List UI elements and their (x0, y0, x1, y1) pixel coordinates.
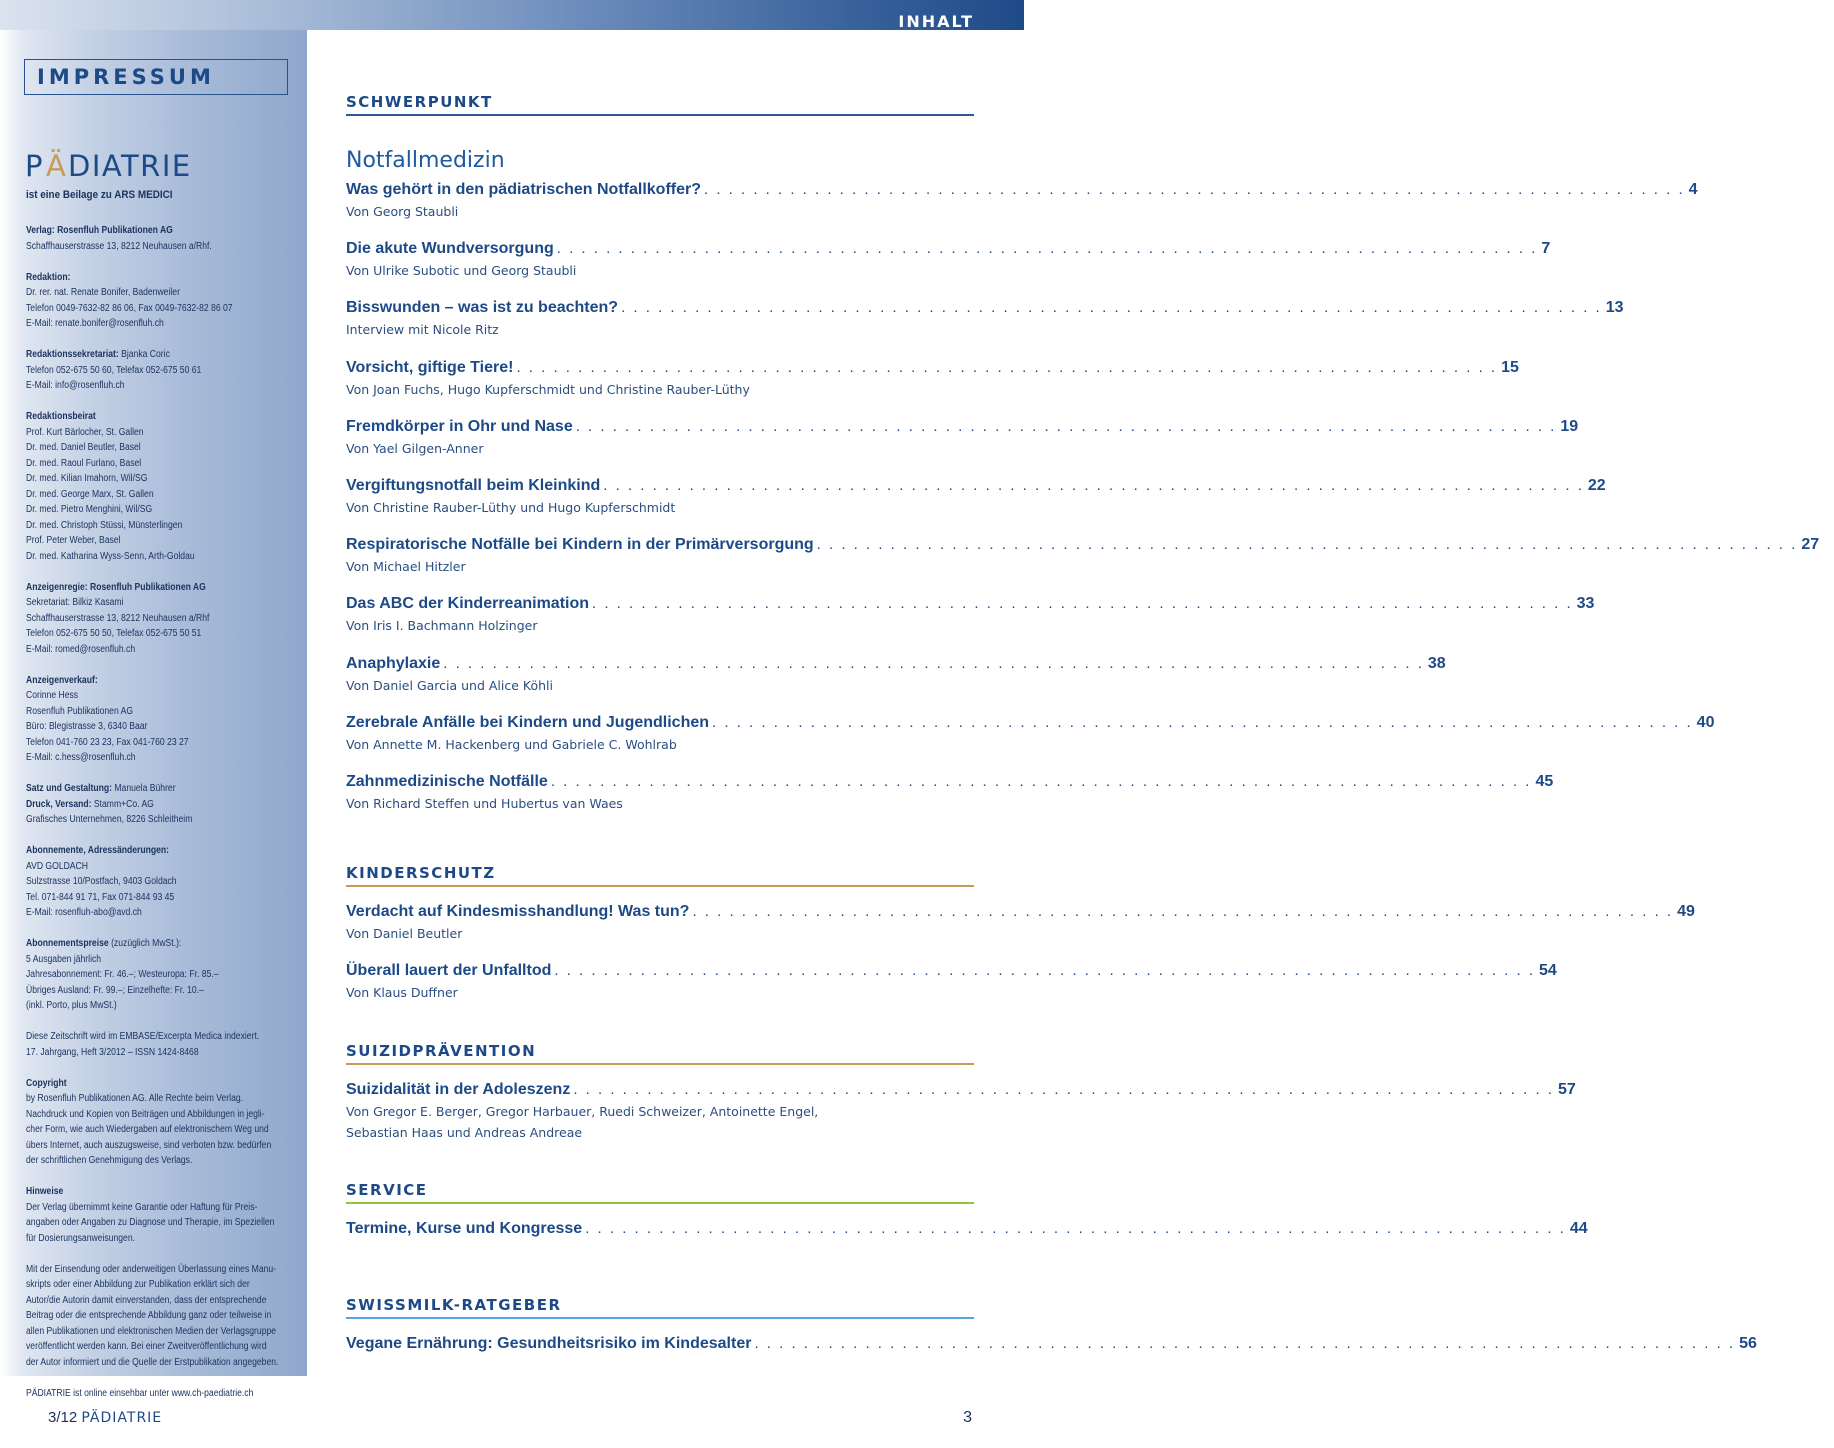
toc-entry-title[interactable]: Fremdkörper in Ohr und Nase (346, 417, 573, 435)
impressum-line (26, 1215, 293, 1231)
impressum-line-text: Bjanka Coric (118, 349, 170, 360)
toc-entry[interactable] (346, 713, 1715, 773)
impressum-line (26, 502, 293, 518)
impressum-line (26, 1324, 293, 1340)
toc-entry-author: Von Klaus Duffner (346, 985, 458, 1001)
impressum-line (26, 409, 293, 425)
impressum-line-label: Druck, Versand: (26, 798, 92, 810)
impressum-line-text: Beitrag oder die entsprechende Abbildung ganz oder teilweise in (26, 1310, 272, 1321)
impressum-section (26, 1076, 293, 1169)
toc-entry-author: Von Iris I. Bachmann Holzinger (346, 618, 538, 634)
impressum-line (26, 1339, 293, 1355)
toc-topic-title: Notfallmedizin (346, 148, 505, 173)
impressum-line (26, 471, 293, 487)
dot-leader: . . . . . . . . . . . . . . . . . . . . . . . . . . . . . . . . . . . . . . . . . . . . . . . . . . . . . . . . . . . . . . . . . . . . . . . . . . . . . . . . (554, 962, 1536, 980)
impressum-line (26, 1107, 293, 1123)
impressum-line (26, 890, 293, 906)
impressum-line-text: Corinne Hess (26, 690, 79, 701)
toc-entry-page: 19 (1560, 417, 1579, 435)
impressum-line-label: Copyright (26, 1077, 67, 1089)
impressum-line-text: Tel. 071-844 91 71, Fax 071-844 93 45 (26, 891, 175, 903)
toc-entry-page: 40 (1696, 713, 1715, 731)
impressum-line-text: cher Form, wie auch Wiedergaben auf elektronischem Weg und (26, 1124, 269, 1135)
impressum-line (26, 270, 293, 286)
toc-entry-page: 45 (1535, 772, 1554, 790)
impressum-line-label: Redaktion: (26, 271, 71, 283)
impressum-line-text: (zuzüglich MwSt.): (108, 938, 182, 949)
toc-entry[interactable] (346, 1220, 1588, 1279)
impressum-line-text: Dr. med. Christoph Stüssi, Münsterlingen (26, 519, 183, 531)
impressum-line (26, 518, 293, 534)
impressum-line-text: Dr. med. Raoul Furlano, Basel (26, 457, 142, 469)
toc-entry-title[interactable]: Das ABC der Kinderreanimation (346, 595, 590, 613)
impressum-section (26, 1184, 293, 1246)
dot-leader: . . . . . . . . . . . . . . . . . . . . . . . . . . . . . . . . . . . . . . . . . . . . . . . . . . . . . . . . . . . . . . . . . . . . . . . . . . . . . . . . (621, 299, 1602, 317)
toc-entry[interactable] (346, 1335, 1757, 1394)
toc-entry[interactable] (346, 358, 1519, 418)
impressum-line-label: Hinweise (26, 1186, 64, 1197)
impressum-line (26, 1200, 293, 1216)
impressum-line-text: Telefon 0049-7632-82 86 06, Fax 0049-7632-82 86 07 (26, 302, 233, 314)
impressum-section (26, 843, 293, 921)
impressum-line-text: Grafisches Unternehmen, 8226 Schleitheim (26, 814, 193, 825)
toc-entry-title[interactable]: Vorsicht, giftige Tiere! (346, 358, 514, 376)
impressum-line (26, 1138, 293, 1154)
toc-entry-author: Von Joan Fuchs, Hugo Kupferschmidt und Christine Rauber-Lüthy (346, 381, 750, 397)
dot-leader: . . . . . . . . . . . . . . . . . . . . . . . . . . . . . . . . . . . . . . . . . . . . . . . . . . . . . . . . . . . . . . . . . . . . . . . . . . . . . . . . (516, 358, 1498, 376)
toc-entry-author: Von Michael Hitzler (346, 559, 466, 575)
toc-entry-page: 15 (1501, 358, 1519, 376)
toc-entry-title[interactable]: Zahnmedizinische Notfälle (346, 772, 548, 790)
impressum-line (26, 704, 293, 720)
impressum-line (26, 1045, 293, 1061)
impressum-line-text: der schriftlichen Genehmigung des Verlags. (26, 1155, 193, 1166)
toc-entry-page: 13 (1605, 299, 1624, 317)
impressum-line-text: Telefon 041-760 23 23, Fax 041-760 23 27 (26, 736, 189, 748)
impressum-line-text: Manuela Bührer (112, 783, 176, 794)
toc-entry-author: Sebastian Haas und Andreas Andreae (346, 1124, 583, 1140)
impressum-line-text: skripts oder einer Abbildung zur Publikation erklärt sich der (26, 1279, 250, 1290)
dot-leader: . . . . . . . . . . . . . . . . . . . . . . . . . . . . . . . . . . . . . . . . . . . . . . . . . . . . . . . . . . . . . . . . . . . . . . . . . . . . . . . . (556, 240, 1538, 258)
toc-entry[interactable] (346, 299, 1624, 358)
toc-entry-title[interactable]: Was gehört in den pädiatrischen Notfallkoffer? (346, 181, 701, 198)
toc-entry-author: Von Ulrike Subotic und Georg Staubli (346, 263, 577, 279)
impressum-line (26, 642, 293, 658)
impressum-line-text: Dr. rer. nat. Renate Bonifer, Badenweiler (26, 287, 180, 298)
toc-section (346, 93, 1820, 832)
impressum-line (26, 812, 293, 828)
toc-entry-title[interactable]: Vergiftungsnotfall beim Kleinkind (346, 476, 601, 494)
impressum-section (26, 936, 293, 1014)
impressum-section (26, 673, 293, 766)
toc-entry-title[interactable]: Vegane Ernährung: Gesundheitsrisiko im Kindesalter (346, 1335, 752, 1352)
toc-section (346, 864, 1695, 1021)
impressum-line-text: E-Mail: romed@rosenfluh.ch (26, 643, 136, 655)
toc-section-heading: SERVICE (346, 1181, 974, 1204)
impressum-line-label: Anzeigenverkauf: (26, 674, 98, 686)
impressum-line (26, 626, 293, 642)
dot-leader: . . . . . . . . . . . . . . . . . . . . . . . . . . . . . . . . . . . . . . . . . . . . . . . . . . . . . . . . . . . . . . . . . . . . . . . . . . . . . . . . (443, 654, 1424, 672)
impressum-line-text: Diese Zeitschrift wird im EMBASE/Excerpta Medica indexiert. (26, 1031, 260, 1042)
dot-leader: . . . . . . . . . . . . . . . . . . . . . . . . . . . . . . . . . . . . . . . . . . . . . . . . . . . . . . . . . . . . . . . . . . . . . . . . . . . . . . . . (754, 1335, 1736, 1352)
toc-entry[interactable] (346, 654, 1446, 714)
toc-entry[interactable] (346, 181, 1698, 240)
toc-entry-author: Von Annette M. Hackenberg und Gabriele C. Wohlrab (346, 736, 677, 752)
impressum-line-label: Abonnemente, Adressänderungen: (26, 845, 170, 856)
impressum-line (26, 316, 293, 332)
impressum-title-box (24, 59, 288, 95)
impressum-line (26, 425, 293, 441)
toc-entry-title[interactable]: Die akute Wundversorgung (346, 240, 554, 258)
toc-entry-page: 49 (1677, 903, 1695, 920)
impressum-line-text: Rosenfluh Publikationen AG (26, 705, 134, 717)
impressum-line (26, 456, 293, 472)
toc-entry-title[interactable]: Suizidalität in der Adoleszenz (346, 1081, 571, 1098)
impressum-line-text: AVD GOLDACH (26, 860, 88, 872)
toc-section-heading: SCHWERPUNKT (346, 93, 974, 116)
impressum-line (26, 859, 293, 875)
dot-leader: . . . . . . . . . . . . . . . . . . . . . . . . . . . . . . . . . . . . . . . . . . . . . . . . . . . . . . . . . . . . . . . . . . . . . . . . . . . . . . . . (692, 903, 1674, 920)
toc-entry[interactable] (346, 536, 1820, 595)
impressum-line (26, 533, 293, 549)
toc-section (346, 1181, 1588, 1279)
impressum-line (26, 1153, 293, 1169)
impressum-line (26, 874, 293, 890)
impressum-line-text: allen Publikationen und elektronischen Medien der Verlagsgruppe (26, 1325, 277, 1337)
toc-entry-title[interactable]: Anaphylaxie (346, 654, 441, 672)
impressum-sidebar (0, 30, 307, 1399)
footer-issue-number: 3/12 (48, 1409, 78, 1426)
dot-leader: . . . . . . . . . . . . . . . . . . . . . . . . . . . . . . . . . . . . . . . . . . . . . . . . . . . . . . . . . . . . . . . . . . . . . . . . . . . . . . . . (816, 536, 1798, 554)
dot-leader: . . . . . . . . . . . . . . . . . . . . . . . . . . . . . . . . . . . . . . . . . . . . . . . . . . . . . . . . . . . . . . . . . . . . . . . . . . . . . . . . (592, 595, 1573, 613)
section-label: INHALT (898, 12, 974, 31)
impressum-line-text: E-Mail: rosenfluh-abo@avd.ch (26, 907, 142, 918)
impressum-line (26, 1029, 293, 1045)
impressum-line (26, 1308, 293, 1324)
impressum-section (26, 580, 293, 658)
toc-entry-page: 38 (1427, 654, 1446, 672)
toc-section-heading: KINDERSCHUTZ (346, 864, 974, 887)
impressum-line-text: E-Mail: c.hess@rosenfluh.ch (26, 752, 136, 763)
toc-section-heading: SUIZIDPRÄVENTION (346, 1042, 974, 1065)
impressum-line (26, 750, 293, 766)
paediatrie-logo (25, 148, 225, 182)
toc-entry-page: 33 (1576, 595, 1595, 613)
impressum-line-text: angaben oder Angaben zu Diagnose und Therapie, im Speziellen (26, 1217, 275, 1228)
impressum-line-text: Mit der Einsendung oder anderweitigen Überlassung eines Manu- (26, 1263, 277, 1275)
impressum-line (26, 580, 293, 596)
impressum-line-text: veröffentlicht werden kann. Bei einer Zweitveröffentlichung wird (26, 1341, 267, 1352)
impressum-section (26, 270, 293, 332)
impressum-line-text: Dr. med. Pietro Menghini, Wil/SG (26, 504, 153, 515)
impressum-line (26, 1184, 293, 1200)
impressum-line-text: der Autor informiert und die Quelle der Erstpublikation angegeben. (26, 1356, 279, 1368)
impressum-section (26, 1262, 293, 1371)
impressum-line-label: Redaktionssekretariat: (26, 349, 119, 360)
impressum-line (26, 719, 293, 735)
impressum-section (26, 781, 293, 828)
impressum-line-text: by Rosenfluh Publikationen AG. Alle Rechte beim Verlag. (26, 1093, 244, 1104)
impressum-line (26, 1231, 293, 1247)
impressum-line (26, 983, 293, 999)
toc-entry[interactable] (346, 772, 1554, 832)
impressum-line (26, 378, 293, 394)
impressum-line-text: für Dosierungsanweisungen. (26, 1232, 136, 1244)
impressum-line (26, 998, 293, 1014)
impressum-line-text: 17. Jahrgang, Heft 3/2012 – ISSN 1424-8468 (26, 1046, 199, 1058)
toc-entry[interactable] (346, 595, 1595, 654)
footer-issue (48, 1409, 162, 1426)
impressum-line-text: Stamm+Co. AG (91, 798, 154, 810)
toc-entry-author: Interview mit Nicole Ritz (346, 322, 499, 338)
impressum-line (26, 967, 293, 983)
impressum-line-text: Autor/die Autorin damit einverstanden, dass der entsprechende (26, 1294, 267, 1306)
impressum-line-text: 5 Ausgaben jährlich (26, 953, 102, 965)
dot-leader: . . . . . . . . . . . . . . . . . . . . . . . . . . . . . . . . . . . . . . . . . . . . . . . . . . . . . . . . . . . . . . . . . . . . . . . . . . . . . . . . (573, 1081, 1554, 1098)
impressum-title: IMPRESSUM (37, 65, 215, 89)
impressum-line (26, 905, 293, 921)
impressum-line-label: Redaktionsbeirat (26, 411, 96, 422)
impressum-line (26, 1277, 293, 1293)
impressum-line-text: Sekretariat: Bilkiz Kasami (26, 597, 124, 608)
impressum-line-text: E-Mail: info@rosenfluh.ch (26, 380, 125, 391)
impressum-line (26, 440, 293, 456)
toc-entry[interactable] (346, 417, 1579, 477)
dot-leader: . . . . . . . . . . . . . . . . . . . . . . . . . . . . . . . . . . . . . . . . . . . . . . . . . . . . . . . . . . . . . . . . . . . . . . . . . . . . . . . . (550, 772, 1532, 790)
impressum-line (26, 223, 293, 239)
impressum-line (26, 1122, 293, 1138)
toc-entry-page: 57 (1557, 1081, 1576, 1098)
toc-entry-page: 7 (1541, 240, 1551, 258)
toc-entry-title[interactable]: Bisswunden – was ist zu beachten? (346, 299, 619, 317)
beilage-note: ist eine Beilage zu ARS MEDICI (26, 189, 173, 201)
impressum-line-label: Satz und Gestaltung: (26, 783, 112, 794)
impressum-line (26, 301, 293, 317)
impressum-line-text: Prof. Kurt Bärlocher, St. Gallen (26, 426, 144, 438)
impressum-line (26, 673, 293, 689)
toc-entry-page: 22 (1587, 476, 1606, 494)
toc-entry-author: Von Christine Rauber-Lüthy und Hugo Kupferschmidt (346, 499, 676, 515)
impressum-section (26, 347, 293, 394)
impressum-line-text: Dr. med. Katharina Wyss-Senn, Arth-Goldau (26, 550, 195, 562)
impressum-line-label: Verlag: Rosenfluh Publikationen AG (26, 225, 173, 236)
toc-entry-page: 44 (1569, 1220, 1588, 1237)
toc-entry-title[interactable]: Überall lauert der Unfalltod (346, 962, 552, 980)
impressum-line (26, 781, 293, 797)
impressum-line-text: übers Internet, auch auszugsweise, sind verboten bzw. bedürfen (26, 1139, 272, 1151)
impressum-line-text: Jahresabonnement: Fr. 46.–; Westeuropa: Fr. 85.– (26, 969, 219, 980)
impressum-line-text: Schaffhauserstrasse 13, 8212 Neuhausen a/Rhf. (26, 240, 212, 252)
impressum-line-text: E-Mail: renate.bonifer@rosenfluh.ch (26, 318, 164, 329)
toc-section-heading: SWISSMILK-RATGEBER (346, 1296, 974, 1319)
toc-section (346, 1296, 1757, 1394)
dot-leader: . . . . . . . . . . . . . . . . . . . . . . . . . . . . . . . . . . . . . . . . . . . . . . . . . . . . . . . . . . . . . . . . . . . . . . . . . . . . . . . . (585, 1220, 1566, 1237)
impressum-line-text: Schaffhauserstrasse 13, 8212 Neuhausen a/Rhf (26, 612, 210, 624)
toc-entry-author: Von Georg Staubli (346, 204, 459, 219)
toc-entry-page: 27 (1801, 536, 1820, 554)
impressum-section (26, 1029, 293, 1060)
impressum-line-text: Telefon 052-675 50 60, Telefax 052-675 50 61 (26, 364, 202, 376)
dot-leader: . . . . . . . . . . . . . . . . . . . . . . . . . . . . . . . . . . . . . . . . . . . . . . . . . . . . . . . . . . . . . . . . . . . . . . . . . . . . . . . . (704, 181, 1685, 198)
toc-section (346, 1042, 1576, 1140)
impressum-line (26, 735, 293, 751)
impressum-section (26, 409, 293, 564)
dot-leader: . . . . . . . . . . . . . . . . . . . . . . . . . . . . . . . . . . . . . . . . . . . . . . . . . . . . . . . . . . . . . . . . . . . . . . . . . . . . . . . . (712, 713, 1693, 731)
toc-entry-author: Von Daniel Beutler (346, 926, 463, 941)
toc-entry-page: 56 (1739, 1335, 1757, 1352)
impressum-line-text: Dr. med. Kilian Imahorn, Wil/SG (26, 473, 148, 484)
svg-text:Ä: Ä (46, 149, 68, 183)
impressum-line-text: Dr. med. Daniel Beutler, Basel (26, 442, 141, 453)
impressum-line-text: Nachdruck und Kopien von Beiträgen und Abbildungen in jegli- (26, 1108, 265, 1120)
impressum-line (26, 688, 293, 704)
impressum-section (26, 1386, 293, 1402)
impressum-content (26, 223, 293, 1417)
impressum-line-text: Der Verlag übernimmt keine Garantie oder Haftung für Preis- (26, 1201, 258, 1213)
impressum-line (26, 611, 293, 627)
toc-entry[interactable] (346, 476, 1606, 536)
toc-entry-author: Von Yael Gilgen-Anner (346, 440, 484, 456)
impressum-line-label: Abonnementspreise (26, 938, 109, 949)
toc-entry-author: Von Daniel Garcia und Alice Köhli (346, 677, 554, 693)
impressum-line-text: Büro: Blegistrasse 3, 6340 Baar (26, 721, 148, 732)
toc-entry-title[interactable]: Verdacht auf Kindesmisshandlung! Was tun? (346, 903, 690, 920)
impressum-line (26, 363, 293, 379)
impressum-line-label: Anzeigenregie: Rosenfluh Publikationen AG (26, 581, 206, 593)
toc-entry-page: 4 (1688, 181, 1698, 198)
impressum-line (26, 595, 293, 611)
toc-entry-author: Von Gregor E. Berger, Gregor Harbauer, Ruedi Schweizer, Antoinette Engel, (346, 1104, 819, 1119)
toc-entry[interactable] (346, 1081, 1576, 1140)
toc-entry-title[interactable]: Termine, Kurse und Kongresse (346, 1220, 583, 1237)
impressum-line-text: Prof. Peter Weber, Basel (26, 535, 121, 546)
svg-text:DIATRIE: DIATRIE (68, 149, 192, 183)
impressum-line (26, 549, 293, 565)
dot-leader: . . . . . . . . . . . . . . . . . . . . . . . . . . . . . . . . . . . . . . . . . . . . . . . . . . . . . . . . . . . . . . . . . . . . . . . . . . . . . . . . (603, 476, 1584, 494)
dot-leader: . . . . . . . . . . . . . . . . . . . . . . . . . . . . . . . . . . . . . . . . . . . . . . . . . . . . . . . . . . . . . . . . . . . . . . . . . . . . . . . . (575, 417, 1557, 435)
impressum-line (26, 239, 293, 255)
impressum-line (26, 285, 293, 301)
impressum-section (26, 223, 293, 254)
impressum-line (26, 936, 293, 952)
impressum-line (26, 1293, 293, 1309)
toc-entry-title[interactable]: Respiratorische Notfälle bei Kindern in der Primärversorgung (346, 536, 814, 554)
toc-entry-page: 54 (1539, 962, 1557, 980)
impressum-line-text: Übriges Ausland: Fr. 99.–; Einzelhefte: Fr. 10.– (26, 984, 204, 996)
toc-entry[interactable] (346, 240, 1551, 299)
footer-logo: PÄDIATRIE (81, 1410, 163, 1426)
impressum-line-text: (inkl. Porto, plus MwSt.) (26, 1000, 117, 1011)
toc-entry[interactable] (346, 903, 1695, 962)
impressum-line (26, 1262, 293, 1278)
svg-text:P: P (25, 149, 44, 183)
impressum-line (26, 1091, 293, 1107)
impressum-line (26, 797, 293, 813)
impressum-line-text: Sulzstrasse 10/Postfach, 9403 Goldach (26, 876, 177, 887)
impressum-line (26, 952, 293, 968)
top-banner (0, 0, 1024, 30)
impressum-line (26, 1355, 293, 1371)
impressum-line (26, 347, 293, 363)
impressum-line (26, 487, 293, 503)
toc-entry-author: Von Richard Steffen und Hubertus van Waes (346, 795, 623, 811)
impressum-line (26, 1386, 293, 1402)
toc-entry[interactable] (346, 962, 1557, 1021)
impressum-line-text: PÄDIATRIE ist online einsehbar unter www.ch-paediatrie.ch (26, 1387, 254, 1399)
toc-entry-title[interactable]: Zerebrale Anfälle bei Kindern und Jugendlichen (346, 713, 710, 731)
page-number: 3 (963, 1409, 972, 1426)
impressum-line-text: Telefon 052-675 50 50, Telefax 052-675 50 51 (26, 628, 202, 639)
impressum-line (26, 843, 293, 859)
impressum-line-text: Dr. med. George Marx, St. Gallen (26, 488, 154, 500)
impressum-line (26, 1076, 293, 1092)
